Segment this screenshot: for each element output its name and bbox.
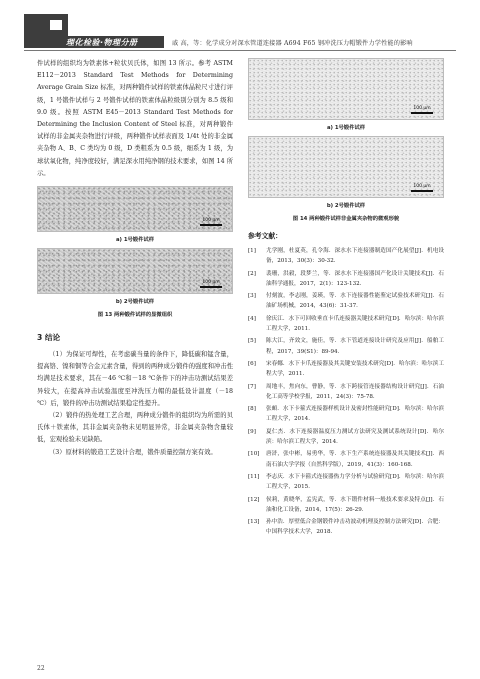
- reference-number: [13]: [248, 519, 260, 526]
- reference-text: 宋春娜．水下卡爪连接器及其关键安装技术研究[D]．哈尔滨：哈尔滨工程大学，2011．: [266, 360, 444, 378]
- reference-number: [1]: [248, 248, 256, 254]
- reference-text: 徐庆江．水下可回收垂直卡爪连接器关键技术研究[D]．哈尔滨：哈尔滨工程大学，2011．: [266, 315, 444, 332]
- reference-number: [2]: [248, 270, 256, 277]
- reference-item: [248, 359, 444, 379]
- reference-item: [248, 382, 444, 402]
- page-number: 22: [37, 665, 45, 672]
- reference-number: [9]: [248, 428, 256, 435]
- reference-text: 孙中浩．厚壁低合金钢锻件冲击功波动机理及控制方法研究[D]．合肥：中国科学技术大学，2018．: [266, 519, 444, 536]
- conclusion-text: [37, 349, 233, 459]
- references-title: 参考文献：: [248, 232, 282, 240]
- reference-number: [12]: [248, 496, 260, 503]
- figure14-subcaption-a: a) 1号锻件试样: [326, 125, 365, 131]
- reference-text: 陈大江，齐效文，施佳，等．水下管道连接设计研究及应用[J]．船舶工程，2017，39(S1)：89-94．: [266, 338, 444, 355]
- reference-number: [11]: [248, 473, 260, 480]
- reference-item: [248, 269, 444, 289]
- scale-bar: [200, 286, 222, 288]
- paragraph-microstructure: 件试样的组织均为铁素体+粒状贝氏体，如图 13 所示。参考 ASTM E112－2013 Standard Test Methods for Determining Average Grain Size 标准，对两种锻件试样的铁素体晶粒尺寸进行评级，1 号锻件试样与 2 号锻件试样的铁素体晶粒级别分别为 8.5 级和 9.0 级。按照 ASTM E45－2013 Standard Test Methods for Determining the Inclusion Content of Steel 标准，对两种锻件试样的非金属夹杂物进行评级，两种锻件试样表面及 1/4t 处的非金属夹杂物 A、B、C 类均为 0 级，D 类粗系为 0.5 级，细系为 1 级，为球状氧化物，纯净度较好，满足深水用纯净钢的技术要求，如图 14 所示。: [37, 60, 233, 177]
- figure13-caption: 图 13 两种锻件试样的显微组织: [97, 312, 173, 319]
- conclusion-item-3: （3）原材料的锻造工艺设计合理，锻件质量控制方案有效。: [49, 448, 217, 456]
- reference-number: [6]: [248, 360, 256, 367]
- reference-text: 周地丰，焦向东，曹静，等．水下跨接管连接器结构设计研究[J]．石油化工高等学校学报，2011，24(3)：75-78．: [266, 383, 444, 400]
- scale-label: 100 μm: [413, 106, 431, 111]
- right-column: [248, 58, 444, 540]
- section-heading-conclusion: 3 结论: [37, 333, 61, 343]
- figure13-subcaption-a: a) 1号锻件试样: [115, 237, 154, 244]
- header-rule: [24, 50, 456, 51]
- reference-text: 付刻波，李志刚，姜瑛，等．水下连接器性能鉴定试验技术研究[J]．石油矿场机械，2014，43(6)：31-37．: [266, 293, 444, 310]
- figure13-subcaption-b: b) 2号锻件试样: [115, 299, 155, 306]
- reference-item: [248, 246, 444, 266]
- reference-list: [248, 246, 444, 538]
- figure14-caption: 图 14 两种锻件试样非金属夹杂物的微观形貌: [292, 216, 400, 222]
- scale-label: 100 μm: [202, 280, 220, 286]
- page-header: [0, 0, 480, 52]
- reference-number: [3]: [248, 293, 256, 300]
- reference-item: [248, 404, 444, 424]
- figure13-micrograph-a: [37, 186, 233, 232]
- conclusion-item-1: （1）为保证可焊性，在考虑碳当量的条件下，降低碳和锰含量，提高铬、镍和铜等合金元素含量，得到的两种成分锻件的强度和冲击性均满足技术要求，其在－46 ℃和－18 ℃条件下的冲击功测试结果差异较大，在提高冲击试验温度至冲洗压力帽的最低设计温度（－18 ℃）后，锻件的冲击功测试结果稳定性提升。: [37, 351, 233, 407]
- reference-number: [8]: [248, 406, 256, 413]
- reference-item: [248, 291, 444, 311]
- scale-bar: [200, 224, 222, 226]
- figure13-micrograph-b: [37, 248, 233, 294]
- journal-logo-text: 理化检验·物理分册: [66, 38, 138, 47]
- reference-text: 唐浒，张中彬，易勇华，等．水下生产系统连接器及其关键技术[J]．西南石油大学学报（自然科学版），2019，41(3)：160-168．: [266, 451, 444, 468]
- figure14-subcaption-b: b) 2号锻件试样: [326, 203, 366, 209]
- reference-item: [248, 427, 444, 447]
- conclusion-item-2: （2）锻件的热处理工艺合理，两种成分锻件的组织均为所需的贝氏体＋铁素体，其非金属夹杂物未见明显异常，非金属夹杂物含量较低，宏观检验未见缺陷。: [37, 412, 233, 444]
- reference-text: 夏仁杰．水下连接器温度压力测试方法研究及测试系统设计[D]．哈尔滨：哈尔滨工程大学，2014．: [266, 428, 444, 445]
- reference-text: 裴珊，洪毅，段梦兰，等．深水水下连接器国产化设计关键技术[J]．石油科学通报，2017，2(1)：123-132．: [266, 270, 444, 287]
- reference-text: 侯莉，黄晓华，孟宪武，等．水下锻件材料一般技术要求及特点[J]．石油和化工设备，2014，17(5)：26-29．: [266, 496, 444, 513]
- journal-logo-notch: [50, 20, 62, 30]
- reference-number: [4]: [248, 315, 256, 322]
- reference-text: 张頔．水下卡箍式连接器样机设计及密封性能研究[D]．哈尔滨：哈尔滨工程大学，2014．: [266, 406, 444, 423]
- figure14-micrograph-a: [248, 58, 444, 120]
- reference-text: 李志庆．水下卡箍式连接器热力学分析与试验研究[D]．哈尔滨：哈尔滨工程大学，2015．: [266, 473, 444, 491]
- figure14-micrograph-b: [248, 136, 444, 198]
- scale-bar: [411, 190, 433, 192]
- reference-text: 尤学刚，杜夏英，孔令海．深水水下连接器制造国产化展望[J]．机电设备，2013，30(3)：30-32．: [266, 248, 444, 265]
- body-text: [37, 58, 233, 180]
- scale-label: 100 μm: [202, 218, 220, 224]
- reference-item: [248, 336, 444, 356]
- running-head: 戚 高，等：化学成分对深水管道连接器 A694 F65 钢冲洗压力帽锻件力学性能的影响: [172, 40, 413, 47]
- scale-bar: [411, 112, 433, 114]
- reference-number: [10]: [248, 451, 260, 458]
- reference-number: [7]: [248, 383, 256, 390]
- reference-number: [5]: [248, 338, 256, 345]
- reference-item: [248, 314, 444, 334]
- left-column: [37, 58, 233, 459]
- reference-item: [248, 472, 444, 492]
- reference-item: [248, 495, 444, 515]
- reference-item: [248, 449, 444, 469]
- scale-label: 100 μm: [413, 184, 431, 189]
- reference-item: [248, 517, 444, 537]
